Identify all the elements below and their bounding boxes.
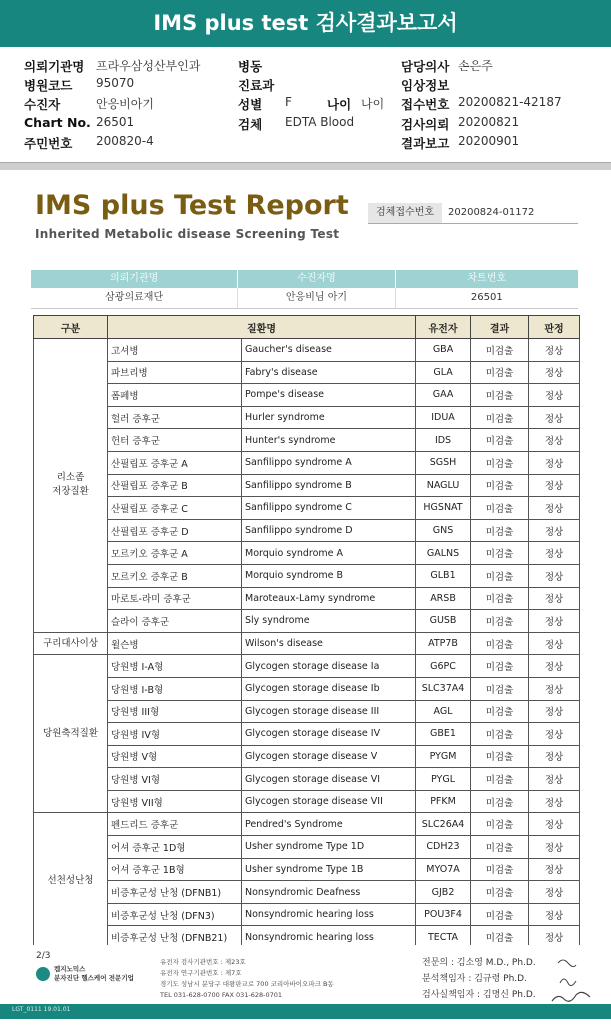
signature-line-lab-director: 검사실책임자 : 김명신 Ph.D. <box>422 990 536 1000</box>
table-row <box>34 836 580 859</box>
result-cell: 미검출 <box>471 813 529 836</box>
judgement-cell: 정상 <box>529 451 580 474</box>
disease-korean-cell: 파브리병 <box>108 361 242 384</box>
disease-korean-cell: 당원병 VI형 <box>108 768 242 791</box>
disease-english-cell: Nonsyndromic hearing loss <box>242 926 416 949</box>
table-row <box>34 429 580 452</box>
patient-header-chart: 차트번호 <box>395 270 578 288</box>
doctor-label: 담당의사 <box>401 59 450 74</box>
result-cell: 미검출 <box>471 790 529 813</box>
judgement-cell: 정상 <box>529 858 580 881</box>
disease-korean-cell: 어셔 증후군 1B형 <box>108 858 242 881</box>
judgement-cell: 정상 <box>529 768 580 791</box>
group-cell: 선천성난청 <box>34 813 108 949</box>
disease-english-cell: Usher syndrome Type 1B <box>242 858 416 881</box>
lab-info <box>160 957 334 1001</box>
ward-label: 병동 <box>238 59 263 74</box>
table-row <box>34 903 580 926</box>
lab-info-line4: TEL 031-628-0700 FAX 031-628-0701 <box>160 991 283 999</box>
gene-cell: GLB1 <box>416 564 471 587</box>
table-row <box>34 632 580 655</box>
chart-value: 26501 <box>96 115 135 129</box>
chart-label: Chart No. <box>24 115 91 130</box>
signature-line-analyst: 분석책임자 : 김규령 Ph.D. <box>422 974 527 984</box>
table-row <box>34 406 580 429</box>
disease-korean-cell: 당원병 I-B형 <box>108 677 242 700</box>
result-cell: 미검출 <box>471 429 529 452</box>
result-cell: 미검출 <box>471 723 529 746</box>
gene-cell: GAA <box>416 384 471 407</box>
sample-number-value: 20200824-01172 <box>448 207 535 218</box>
hospital-value: 프라우삼성산부인과 <box>96 59 201 73</box>
gene-cell: CDH23 <box>416 836 471 859</box>
disease-korean-cell: 고셔병 <box>108 339 242 362</box>
group-cell: 리소좀 저장질환 <box>34 339 108 633</box>
table-row <box>34 384 580 407</box>
result-cell: 미검출 <box>471 542 529 565</box>
disease-english-cell: Usher syndrome Type 1D <box>242 836 416 859</box>
table-row <box>34 655 580 678</box>
result-cell: 미검출 <box>471 881 529 904</box>
disease-korean-cell: 산필립포 증후군 B <box>108 474 242 497</box>
disease-english-cell: Glycogen storage disease Ia <box>242 655 416 678</box>
result-cell: 미검출 <box>471 926 529 949</box>
judgement-cell: 정상 <box>529 723 580 746</box>
gene-cell: IDUA <box>416 406 471 429</box>
result-cell: 미검출 <box>471 610 529 633</box>
result-cell: 미검출 <box>471 587 529 610</box>
gene-cell: ARSB <box>416 587 471 610</box>
result-cell: 미검출 <box>471 632 529 655</box>
disease-korean-cell: 당원병 I-A형 <box>108 655 242 678</box>
group-cell: 당원축적질환 <box>34 655 108 813</box>
rrn-value: 200820-4 <box>96 134 154 148</box>
disease-korean-cell: 마로토-라미 증후군 <box>108 587 242 610</box>
table-row <box>34 564 580 587</box>
disease-english-cell: Maroteaux-Lamy syndrome <box>242 587 416 610</box>
disease-english-cell: Sanfilippo syndrome D <box>242 519 416 542</box>
report-header-title: IMS plus test 검사결과보고서 <box>0 0 611 47</box>
lab-info-line2: 유전자 연구기관번호 : 제7호 <box>160 969 242 977</box>
patient-info-panel <box>0 47 611 162</box>
disease-english-cell: Glycogen storage disease IV <box>242 723 416 746</box>
lab-info-line1: 유전자 검사기관번호 : 제23호 <box>160 958 246 966</box>
disease-korean-cell: 윌슨병 <box>108 632 242 655</box>
patient-header-name: 수진자명 <box>237 270 394 288</box>
disease-korean-cell: 당원병 IV형 <box>108 723 242 746</box>
disease-english-cell: Hunter's syndrome <box>242 429 416 452</box>
gene-cell: TECTA <box>416 926 471 949</box>
table-row <box>34 474 580 497</box>
judgement-cell: 정상 <box>529 790 580 813</box>
col-header-gene: 유전자 <box>416 316 471 339</box>
report-subtitle: Inherited Metabolic disease Screening Test <box>35 227 340 241</box>
patient-header-hospital: 의뢰기관명 <box>109 273 159 284</box>
specimen-label: 검체 <box>238 117 263 132</box>
disease-english-cell: Glycogen storage disease V <box>242 745 416 768</box>
table-row <box>34 881 580 904</box>
result-cell: 미검출 <box>471 361 529 384</box>
gene-cell: GLA <box>416 361 471 384</box>
disease-english-cell: Glycogen storage disease VII <box>242 790 416 813</box>
table-row <box>34 858 580 881</box>
table-row <box>34 700 580 723</box>
clinical-label: 임상정보 <box>401 78 450 93</box>
table-row <box>34 339 580 362</box>
gene-cell: SLC26A4 <box>416 813 471 836</box>
sample-number-label: 검체접수번호 <box>368 203 442 223</box>
judgement-cell: 정상 <box>529 700 580 723</box>
judgement-cell: 정상 <box>529 836 580 859</box>
request-value: 20200821 <box>458 115 520 129</box>
judgement-cell: 정상 <box>529 881 580 904</box>
disease-korean-cell: 어셔 증후군 1D형 <box>108 836 242 859</box>
recipient-value: 안응비아기 <box>96 97 154 111</box>
disease-korean-cell: 폼페병 <box>108 384 242 407</box>
judgement-cell: 정상 <box>529 677 580 700</box>
test-report-page <box>0 170 611 1033</box>
code-label: 병원코드 <box>24 78 73 93</box>
col-header-category: 구분 <box>34 316 108 339</box>
disease-english-cell: Glycogen storage disease III <box>242 700 416 723</box>
judgement-cell: 정상 <box>529 406 580 429</box>
patient-value-name: 안응비님 아기 <box>237 288 394 308</box>
results-table <box>33 315 580 949</box>
table-row <box>34 745 580 768</box>
signatures <box>422 955 536 1003</box>
gene-cell: IDS <box>416 429 471 452</box>
disease-korean-cell: 당원병 III형 <box>108 700 242 723</box>
disease-english-cell: Wilson's disease <box>242 632 416 655</box>
disease-korean-cell: 모르키오 증후군 B <box>108 564 242 587</box>
result-cell: 미검출 <box>471 858 529 881</box>
judgement-cell: 정상 <box>529 497 580 520</box>
disease-english-cell: Gaucher's disease <box>242 339 416 362</box>
recipient-label: 수진자 <box>24 97 61 112</box>
sex-label: 성별 <box>238 97 263 112</box>
gene-cell: PYGL <box>416 768 471 791</box>
judgement-cell: 정상 <box>529 361 580 384</box>
judgement-cell: 정상 <box>529 903 580 926</box>
disease-korean-cell: 펜드리드 증후군 <box>108 813 242 836</box>
table-row <box>34 677 580 700</box>
disease-english-cell: Sly syndrome <box>242 610 416 633</box>
gene-cell: GALNS <box>416 542 471 565</box>
disease-english-cell: Hurler syndrome <box>242 406 416 429</box>
col-header-judgement: 판정 <box>529 316 580 339</box>
col-header-disease: 질환명 <box>108 316 416 339</box>
disease-korean-cell: 비증후군성 난청 (DFN3) <box>108 903 242 926</box>
table-row <box>34 813 580 836</box>
judgement-cell: 정상 <box>529 813 580 836</box>
result-cell: 미검출 <box>471 836 529 859</box>
judgement-cell: 정상 <box>529 429 580 452</box>
report-title: IMS plus Test Report <box>35 190 349 221</box>
gene-cell: HGSNAT <box>416 497 471 520</box>
table-row <box>34 497 580 520</box>
gene-cell: GJB2 <box>416 881 471 904</box>
result-cell: 미검출 <box>471 700 529 723</box>
disease-english-cell: Pompe's disease <box>242 384 416 407</box>
report-footer <box>0 945 611 1033</box>
result-cell: 미검출 <box>471 497 529 520</box>
receipt-label: 접수번호 <box>401 97 450 112</box>
rrn-label: 주민번호 <box>24 136 73 151</box>
receipt-value: 20200821-42187 <box>458 95 562 109</box>
gene-cell: ATP7B <box>416 632 471 655</box>
table-row <box>34 768 580 791</box>
table-row <box>34 451 580 474</box>
gene-cell: G6PC <box>416 655 471 678</box>
company-name-line1: 켐지노믹스 <box>54 965 86 973</box>
disease-korean-cell: 당원병 VII형 <box>108 790 242 813</box>
hospital-label: 의뢰기관명 <box>24 59 85 74</box>
table-row <box>34 519 580 542</box>
disease-english-cell: Nonsyndromic hearing loss <box>242 903 416 926</box>
col-header-result: 결과 <box>471 316 529 339</box>
group-cell: 구리대사이상 <box>34 632 108 655</box>
handwritten-signature-icon <box>548 953 608 1008</box>
judgement-cell: 정상 <box>529 926 580 949</box>
disease-korean-cell: 산필립포 증후군 C <box>108 497 242 520</box>
disease-korean-cell: 슬라이 증후군 <box>108 610 242 633</box>
sex-value: F <box>285 95 292 109</box>
disease-english-cell: Sanfilippo syndrome B <box>242 474 416 497</box>
gene-cell: GBA <box>416 339 471 362</box>
judgement-cell: 정상 <box>529 745 580 768</box>
gene-cell: GBE1 <box>416 723 471 746</box>
judgement-cell: 정상 <box>529 564 580 587</box>
gene-cell: PYGM <box>416 745 471 768</box>
gene-cell: PFKM <box>416 790 471 813</box>
judgement-cell: 정상 <box>529 587 580 610</box>
patient-summary-table <box>31 270 578 309</box>
gene-cell: GUSB <box>416 610 471 633</box>
table-row <box>34 587 580 610</box>
result-cell: 미검출 <box>471 655 529 678</box>
disease-english-cell: Glycogen storage disease Ib <box>242 677 416 700</box>
table-row <box>34 723 580 746</box>
judgement-cell: 정상 <box>529 655 580 678</box>
disease-english-cell: Sanfilippo syndrome A <box>242 451 416 474</box>
disease-korean-cell: 모르키오 증후군 A <box>108 542 242 565</box>
disease-korean-cell: 비증후군성 난청 (DFNB1) <box>108 881 242 904</box>
reported-value: 20200901 <box>458 134 520 148</box>
doctor-value: 손은주 <box>458 59 493 73</box>
result-cell: 미검출 <box>471 745 529 768</box>
result-cell: 미검출 <box>471 519 529 542</box>
disease-english-cell: Pendred's Syndrome <box>242 813 416 836</box>
reported-label: 결과보고 <box>401 136 450 151</box>
patient-value-chart: 26501 <box>395 288 578 308</box>
disease-english-cell: Glycogen storage disease VI <box>242 768 416 791</box>
gene-cell: GNS <box>416 519 471 542</box>
company-logo-icon <box>36 967 50 981</box>
result-cell: 미검출 <box>471 903 529 926</box>
disease-korean-cell: 헐러 증후군 <box>108 406 242 429</box>
judgement-cell: 정상 <box>529 384 580 407</box>
request-label: 검사의뢰 <box>401 117 450 132</box>
result-cell: 미검출 <box>471 451 529 474</box>
result-cell: 미검출 <box>471 564 529 587</box>
code-value: 95070 <box>96 76 135 90</box>
judgement-cell: 정상 <box>529 339 580 362</box>
gene-cell: AGL <box>416 700 471 723</box>
page-number: 2/3 <box>36 951 51 961</box>
disease-english-cell: Sanfilippo syndrome C <box>242 497 416 520</box>
result-cell: 미검출 <box>471 339 529 362</box>
judgement-cell: 정상 <box>529 474 580 497</box>
specimen-value: EDTA Blood <box>285 115 355 129</box>
judgement-cell: 정상 <box>529 610 580 633</box>
patient-value-hospital: 삼광의료재단 <box>105 292 164 303</box>
result-cell: 미검출 <box>471 768 529 791</box>
result-cell: 미검출 <box>471 406 529 429</box>
gene-cell: SLC37A4 <box>416 677 471 700</box>
result-cell: 미검출 <box>471 384 529 407</box>
judgement-cell: 정상 <box>529 542 580 565</box>
gene-cell: MYO7A <box>416 858 471 881</box>
disease-english-cell: Nonsyndromic Deafness <box>242 881 416 904</box>
gene-cell: POU3F4 <box>416 903 471 926</box>
signature-line-specialist: 전문의 : 김소영 M.D., Ph.D. <box>422 958 536 968</box>
age-label: 나이 <box>327 97 352 112</box>
judgement-cell: 정상 <box>529 632 580 655</box>
disease-korean-cell: 헌터 증후군 <box>108 429 242 452</box>
disease-english-cell: Morquio syndrome A <box>242 542 416 565</box>
sample-number-box <box>368 203 578 224</box>
disease-korean-cell: 비증후군성 난청 (DFNB21) <box>108 926 242 949</box>
age-value: 나이 <box>361 97 385 111</box>
dept-label: 진료과 <box>238 78 275 93</box>
disease-korean-cell: 산필립포 증후군 D <box>108 519 242 542</box>
result-cell: 미검출 <box>471 677 529 700</box>
gene-cell: SGSH <box>416 451 471 474</box>
company-name-line2: 분자진단 헬스케어 전문기업 <box>54 974 134 982</box>
disease-english-cell: Fabry's disease <box>242 361 416 384</box>
disease-korean-cell: 산필립포 증후군 A <box>108 451 242 474</box>
bottom-bar <box>0 1004 611 1019</box>
disease-korean-cell: 당원병 V형 <box>108 745 242 768</box>
judgement-cell: 정상 <box>529 519 580 542</box>
disease-english-cell: Morquio syndrome B <box>242 564 416 587</box>
table-row <box>34 610 580 633</box>
company-name <box>54 965 134 983</box>
result-cell: 미검출 <box>471 474 529 497</box>
table-row <box>34 790 580 813</box>
document-code: LGT_0111 19.01.01 <box>12 1006 71 1013</box>
table-row <box>34 361 580 384</box>
table-row <box>34 542 580 565</box>
gene-cell: NAGLU <box>416 474 471 497</box>
lab-info-line3: 경기도 성남시 분당구 대왕판교로 700 코리아바이오파크 B동 <box>160 980 334 988</box>
